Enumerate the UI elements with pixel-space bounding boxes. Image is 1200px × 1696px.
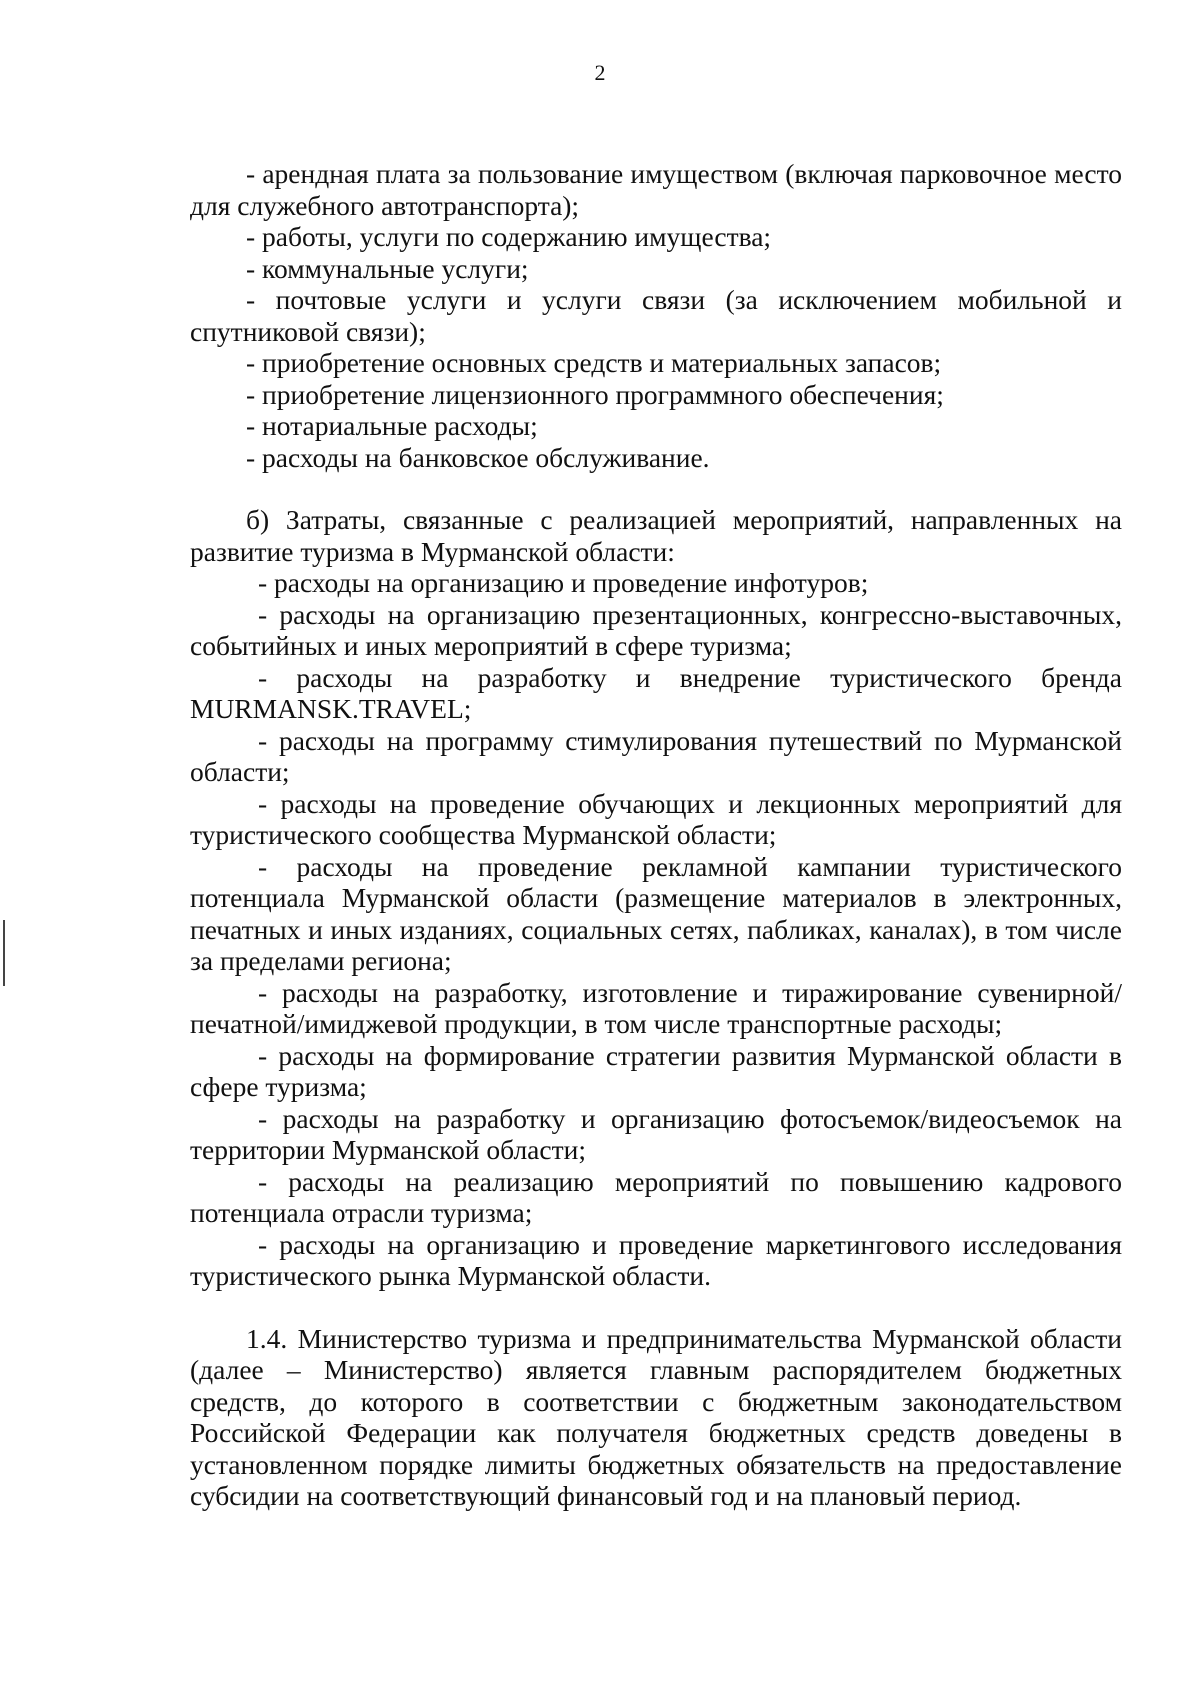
section-a-list	[190, 158, 1122, 473]
list-item: - арендная плата за пользование имуществом (включая парковочное место для служебного автотранспорта);	[190, 158, 1122, 221]
list-item: - расходы на разработку и внедрение туристического бренда MURMANSK.TRAVEL;	[190, 661, 1122, 724]
list-item: - расходы на проведение обучающих и лекционных мероприятий для туристического сообщества Мурманской области;	[190, 787, 1122, 850]
page-number: 2	[594, 60, 606, 85]
list-item: - расходы на разработку и организацию фотосъемок/видеосъемок на территории Мурманской области;	[190, 1102, 1122, 1165]
list-item: - почтовые услуги и услуги связи (за исключением мобильной и спутниковой связи);	[190, 284, 1122, 347]
list-item: - расходы на разработку, изготовление и тиражирование сувенирной/печатной/имиджевой продукции, в том числе транспортные расходы;	[190, 976, 1122, 1039]
list-item: - расходы на реализацию мероприятий по повышению кадрового потенциала отрасли туризма;	[190, 1165, 1122, 1228]
paragraph-gap	[190, 1292, 1122, 1323]
list-item: - расходы на проведение рекламной кампании туристического потенциала Мурманской области (размещение материалов в электронных, печатных и иных изданиях, социальных сетях, пабликах, каналах), в том числе за пределами региона;	[190, 850, 1122, 976]
paragraph-gap	[190, 473, 1122, 504]
list-item: - приобретение основных средств и материальных запасов;	[246, 347, 942, 378]
list-item: - расходы на банковское обслуживание.	[246, 441, 710, 473]
list-item: - приобретение лицензионного программного обеспечения;	[246, 378, 944, 410]
scan-edge-mark	[3, 920, 5, 986]
section-1-4-paragraph: 1.4. Министерство туризма и предпринимательства Мурманской области (далее – Министерство) является главным распорядителем бюджетных средств, до которого в соответствии с бюджетным законодательством Российской Федерации как получателя бюджетных средств доведены в установленном порядке лимиты бюджетных обязательств на предоставление субсидии на соответствующий финансовый год и на плановый период.	[190, 1322, 1122, 1511]
list-item: - расходы на организацию презентационных, конгрессно-выставочных, событийных и иных мероприятий в сфере туризма;	[190, 598, 1122, 661]
section-b-heading: б) Затраты, связанные с реализацией мероприятий, направленных на развитие туризма в Мурманской области:	[190, 504, 1122, 567]
list-item: - работы, услуги по содержанию имущества;	[246, 221, 772, 252]
list-item: - расходы на программу стимулирования путешествий по Мурманской области;	[190, 724, 1122, 787]
list-item: - нотариальные расходы;	[246, 410, 538, 441]
document-body	[190, 158, 1122, 1512]
list-item: - коммунальные услуги;	[246, 252, 529, 284]
list-item: - расходы на организацию и проведение инфотуров;	[258, 567, 869, 598]
list-item: - расходы на организацию и проведение маркетингового исследования туристического рынка Мурманской области.	[190, 1228, 1122, 1291]
list-item: - расходы на формирование стратегии развития Мурманской области в сфере туризма;	[190, 1039, 1122, 1102]
section-b	[190, 504, 1122, 1292]
